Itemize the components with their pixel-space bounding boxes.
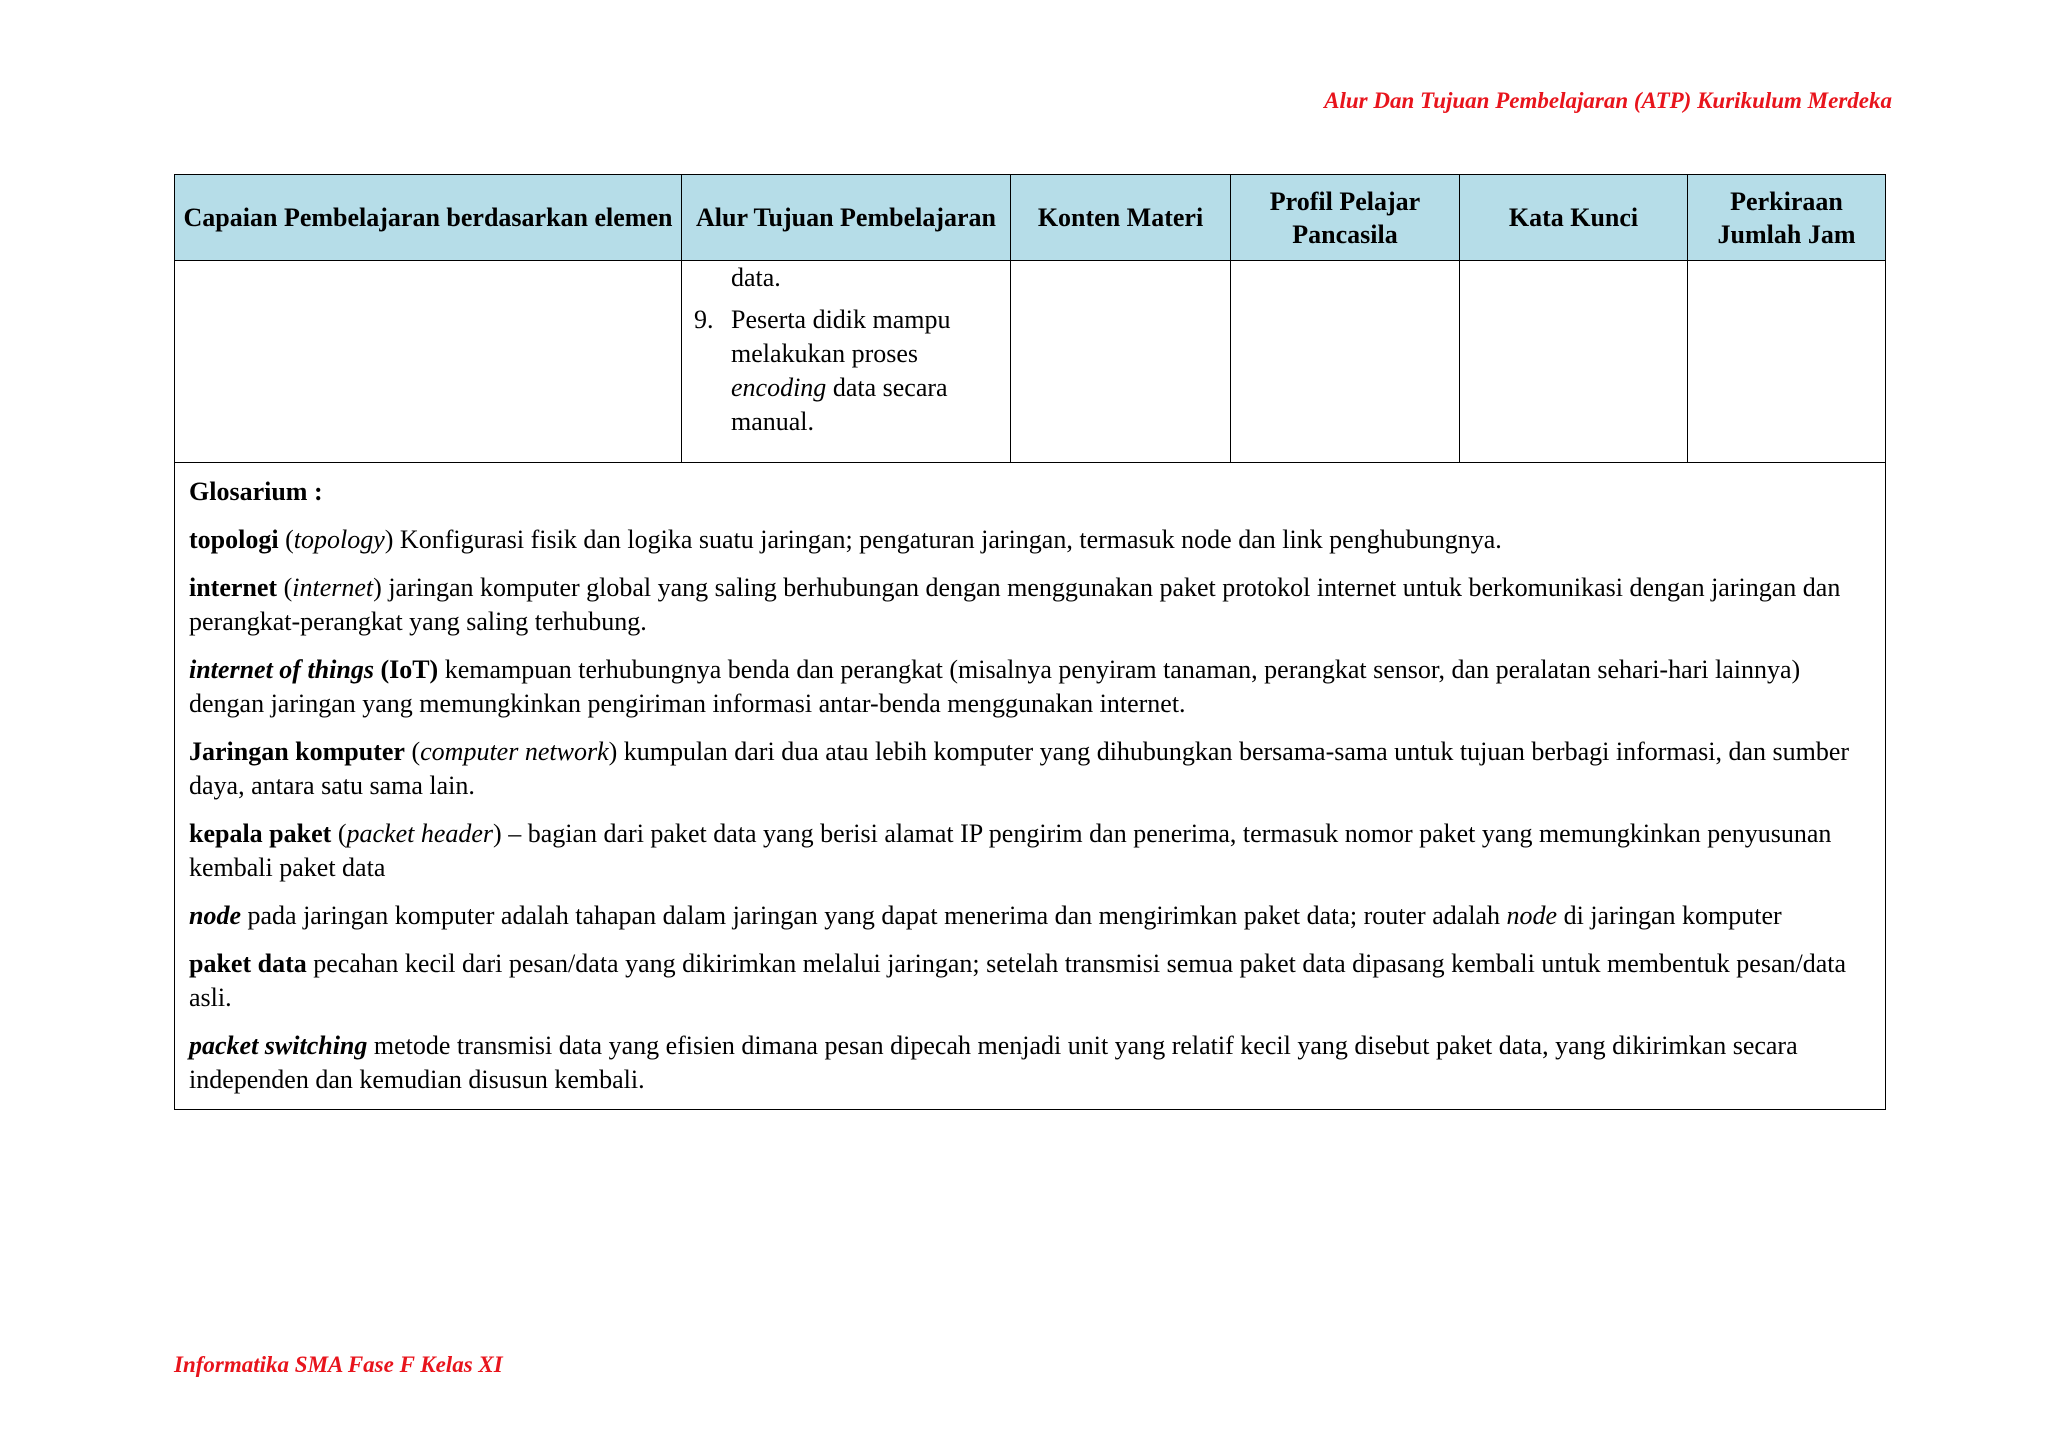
header-profil-pelajar-pancasila: Profil Pelajar Pancasila xyxy=(1231,175,1460,261)
header-capaian-pembelajaran: Capaian Pembelajaran berdasarkan elemen xyxy=(175,175,682,261)
atp-item-text xyxy=(731,303,1000,439)
header-kata-kunci: Kata Kunci xyxy=(1460,175,1688,261)
table-header-row xyxy=(175,175,1886,261)
running-footer: Informatika SMA Fase F Kelas XI xyxy=(174,1352,503,1377)
glossary-entry-kepala-paket xyxy=(189,817,1871,885)
cell-konten-materi xyxy=(1011,261,1231,463)
glossary-open-paren: ( xyxy=(331,819,347,848)
glossary-entry-packet-switching xyxy=(189,1029,1871,1097)
table-row xyxy=(175,261,1886,463)
glossary-definition-end: di jaringan komputer xyxy=(1557,901,1782,930)
atp-item-text-italic: encoding xyxy=(731,373,827,402)
cell-profil-pelajar-pancasila xyxy=(1231,261,1460,463)
glossary-term: paket data xyxy=(189,949,307,978)
atp-item-text-start: Peserta didik mampu melakukan proses xyxy=(731,305,951,368)
glossary-term: topologi xyxy=(189,525,279,554)
header-perkiraan-jumlah-jam: Perkiraan Jumlah Jam xyxy=(1688,175,1886,261)
glossary-definition: Konfigurasi fisik dan logika suatu jaringan; pengaturan jaringan, termasuk node dan link penghubungnya. xyxy=(393,525,1502,554)
glossary-entry-jaringan-komputer xyxy=(189,735,1871,803)
atp-item-number: 9. xyxy=(694,305,714,334)
running-header: Alur Dan Tujuan Pembelajaran (ATP) Kurikulum Merdeka xyxy=(1324,88,1892,113)
glossary-term: node xyxy=(189,901,241,930)
glossary-entry-internet xyxy=(189,571,1871,639)
glossary-open-paren: ( xyxy=(404,737,421,766)
glossary-definition: pecahan kecil dari pesan/data yang dikirimkan melalui jaringan; setelah transmisi semua paket data dipasang kembali untuk membentuk pesan/data asli. xyxy=(189,949,1847,1012)
glossary-entry-topologi xyxy=(189,523,1871,557)
glossary-term: packet switching xyxy=(189,1031,368,1060)
glossary-english-term: computer network xyxy=(420,737,609,766)
glossary-entry-node xyxy=(189,899,1871,933)
glossary-definition-italic: node xyxy=(1506,901,1558,930)
glossary-term: internet xyxy=(189,573,278,602)
atp-item-text-end: data secara manual. xyxy=(731,373,948,436)
glossary-term: Jaringan komputer xyxy=(189,737,405,766)
glossary-open-paren: ( xyxy=(278,525,294,554)
glossary-term-abbreviation: (IoT) xyxy=(373,655,439,684)
glossary-english-term: topology xyxy=(293,525,385,554)
glossary-title: Glosarium : xyxy=(189,477,323,506)
glossary-definition: pada jaringan komputer adalah tahapan dalam jaringan yang dapat menerima dan mengirimkan paket data; router adalah xyxy=(241,901,1507,930)
glossary-definition: kemampuan terhubungnya benda dan perangkat (misalnya penyiram tanaman, perangkat sensor, dan peralatan sehari-hari lainnya) dengan jaringan yang memungkinkan pengiriman informasi antar-benda menggunakan internet. xyxy=(189,655,1801,718)
header-alur-tujuan-pembelajaran: Alur Tujuan Pembelajaran xyxy=(682,175,1011,261)
glossary-definition: metode transmisi data yang efisien dimana pesan dipecah menjadi unit yang relatif kecil yang disebut paket data, yang dikirimkan secara independen dan kemudian disusun kembali. xyxy=(189,1031,1798,1094)
glossary-english-term: packet header xyxy=(346,819,494,848)
glossary-close-paren: ) xyxy=(373,573,382,602)
glossary-close-paren: ) xyxy=(384,525,394,554)
cell-capaian-pembelajaran xyxy=(175,261,682,463)
atp-continued-text: data. xyxy=(731,263,781,292)
glossary-definition: – bagian dari paket data yang berisi alamat IP pengirim dan penerima, termasuk nomor paket yang memungkinkan penyusunan kembali paket data xyxy=(189,819,1832,882)
header-konten-materi: Konten Materi xyxy=(1011,175,1231,261)
glossary-cell xyxy=(175,463,1886,1110)
atp-table xyxy=(174,174,1886,1110)
cell-kata-kunci xyxy=(1460,261,1688,463)
glossary-term: kepala paket xyxy=(189,819,332,848)
glossary-close-paren: ) xyxy=(608,737,618,766)
glossary-term: internet of things xyxy=(189,655,374,684)
glossary-row xyxy=(175,463,1886,1110)
glossary-definition: jaringan komputer global yang saling berhubungan dengan menggunakan paket protokol internet untuk berkomunikasi dengan jaringan dan perangkat-perangkat yang saling terhubung. xyxy=(189,573,1841,636)
glossary-entry-internet-of-things xyxy=(189,653,1871,721)
glossary-open-paren: ( xyxy=(277,573,293,602)
glossary-entry-paket-data xyxy=(189,947,1871,1015)
glossary-definition: kumpulan dari dua atau lebih komputer yang dihubungkan bersama-sama untuk tujuan berbagi informasi, dan sumber daya, antara satu sama lain. xyxy=(189,737,1850,800)
atp-list-item-9 xyxy=(694,303,1000,439)
cell-perkiraan-jumlah-jam xyxy=(1688,261,1886,463)
glossary-english-term: internet xyxy=(292,573,374,602)
cell-alur-tujuan-pembelajaran xyxy=(682,261,1011,463)
glossary-close-paren: ) xyxy=(493,819,502,848)
